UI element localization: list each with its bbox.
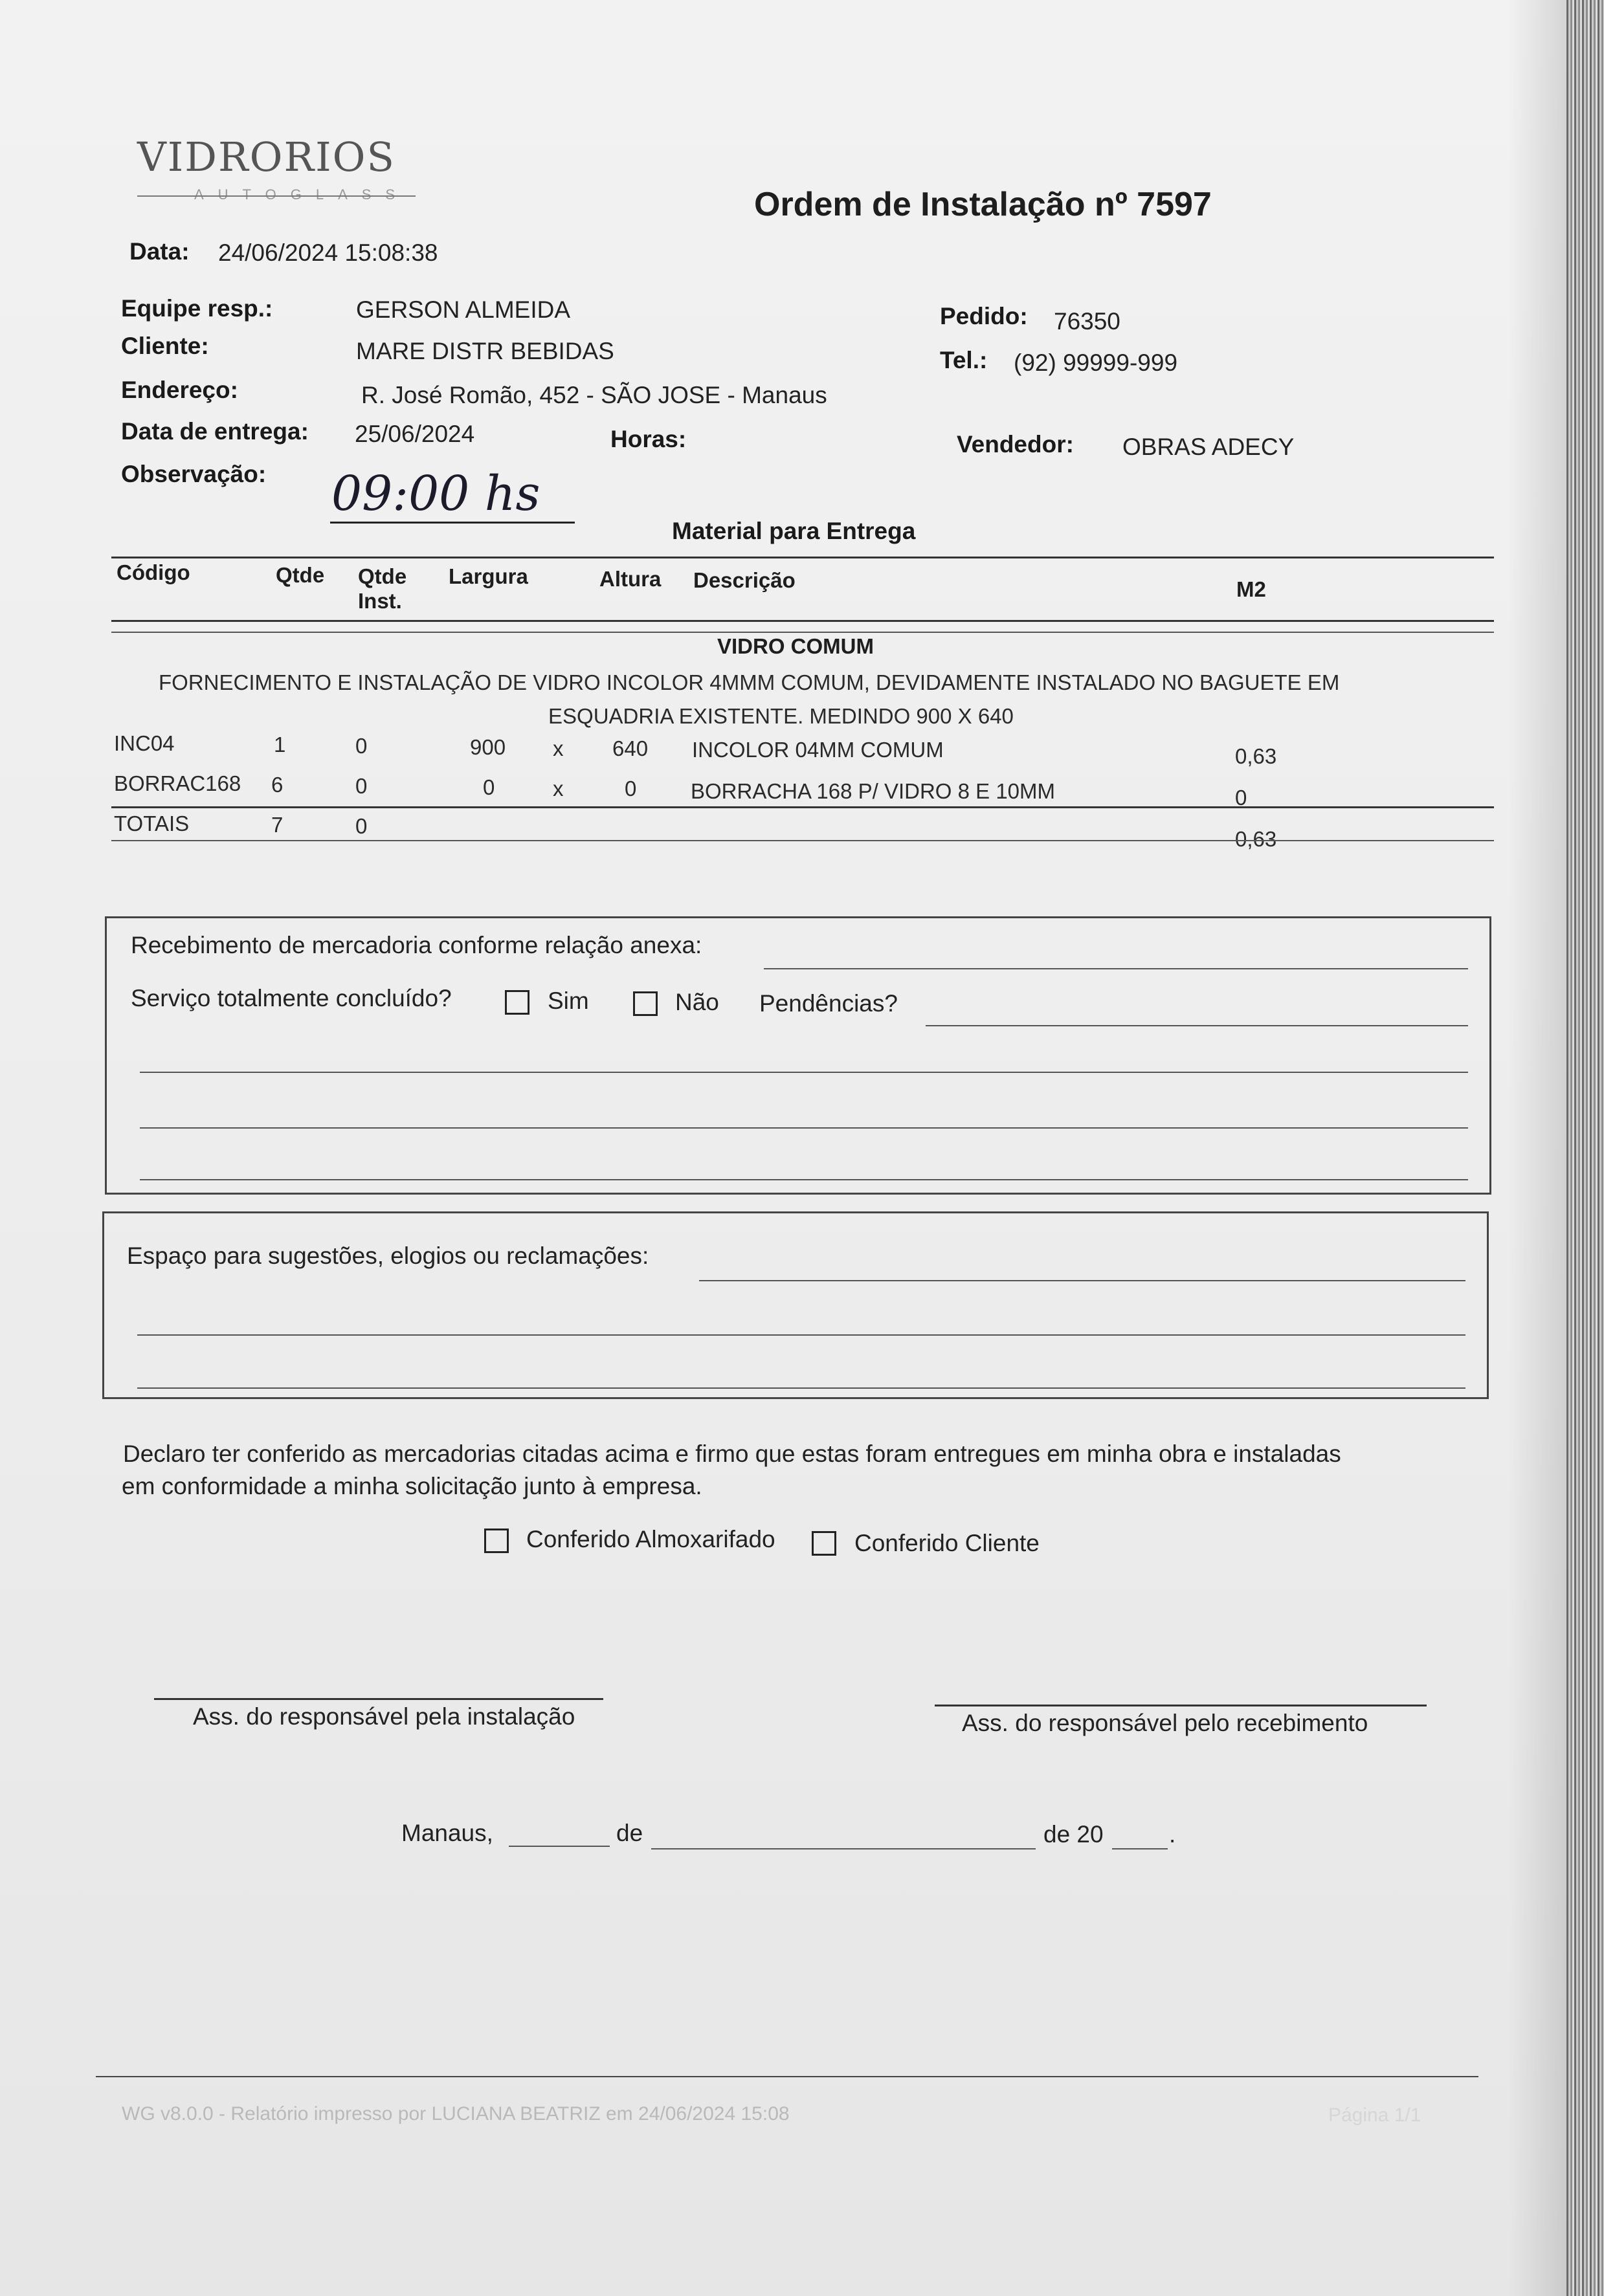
nao-checkbox[interactable] [633, 991, 658, 1016]
conferido-almoxarifado-checkbox[interactable] [484, 1529, 509, 1553]
signature-line-recebimento[interactable] [935, 1705, 1427, 1706]
handwritten-time: 09:00 hs [331, 466, 540, 522]
data-value: 24/06/2024 15:08:38 [218, 239, 438, 266]
col-largura: Largura [449, 564, 528, 588]
data-entrega-value: 25/06/2024 [355, 421, 475, 447]
col-altura: Altura [599, 567, 662, 591]
totals-qtde-inst: 0 [355, 814, 368, 838]
conferido-cliente-checkbox[interactable] [812, 1531, 836, 1556]
col-descricao: Descrição [693, 568, 796, 592]
row1-largura: 900 [470, 735, 506, 759]
footer-rule [96, 2076, 1478, 2077]
equipe-value: GERSON ALMEIDA [356, 296, 571, 323]
declaracao-line-2: em conformidade a minha solicitação junto à empresa. [122, 1473, 702, 1499]
vendedor-value: OBRAS ADECY [1122, 434, 1295, 460]
sugestoes-line-2[interactable] [137, 1334, 1465, 1336]
observacao-label: Observação: [121, 461, 267, 487]
recebimento-line[interactable] [764, 968, 1468, 969]
totals-m2: 0,63 [1235, 827, 1277, 851]
day-blank[interactable] [509, 1846, 610, 1847]
conferido-cliente-label: Conferido Cliente [854, 1530, 1040, 1556]
recebimento-writing-line-3[interactable] [140, 1179, 1468, 1180]
horas-label: Horas: [610, 426, 687, 452]
data-label: Data: [129, 238, 190, 265]
company-logo: VIDRORIOS [137, 133, 395, 181]
row1-altura: 640 [612, 736, 649, 760]
material-heading: Material para Entrega [672, 518, 916, 544]
row2-largura: 0 [483, 775, 495, 799]
vendedor-label: Vendedor: [957, 431, 1074, 458]
totals-bottom-rule [111, 840, 1494, 841]
row1-qtde: 1 [274, 733, 286, 756]
pedido-label: Pedido: [940, 303, 1028, 329]
group-description-1: FORNECIMENTO E INSTALAÇÃO DE VIDRO INCOLOR 4MMM COMUM, DEVIDAMENTE INSTALADO NO BAGUETE EM [159, 670, 1340, 694]
equipe-label: Equipe resp.: [121, 295, 273, 322]
totals-qtde: 7 [271, 813, 284, 837]
local-cidade: Manaus, [401, 1820, 493, 1846]
handwriting-underline [330, 522, 575, 524]
recebimento-writing-line-1[interactable] [140, 1072, 1468, 1073]
tel-value: (92) 99999-999 [1014, 349, 1178, 376]
row1-x: x [553, 736, 564, 760]
sugestoes-line-3[interactable] [137, 1387, 1465, 1389]
sugestoes-line-1[interactable] [699, 1280, 1465, 1281]
company-logo-subtitle: AUTOGLASS [194, 186, 410, 203]
row1-qtde-inst: 0 [355, 734, 368, 758]
declaracao-line-1: Declaro ter conferido as mercadorias citadas acima e firmo que estas foram entregues em minha obra e instaladas [123, 1441, 1341, 1467]
logo-underline [137, 195, 416, 197]
cliente-label: Cliente: [121, 333, 209, 359]
year-blank[interactable] [1112, 1848, 1168, 1849]
data-entrega-label: Data de entrega: [121, 418, 309, 445]
conferido-almoxarifado-label: Conferido Almoxarifado [526, 1526, 775, 1552]
tel-label: Tel.: [940, 347, 988, 373]
local-de-1: de [616, 1820, 643, 1846]
signature-line-instalacao[interactable] [154, 1698, 603, 1700]
signature-recebimento-label: Ass. do responsável pelo recebimento [962, 1710, 1368, 1736]
row2-codigo: BORRAC168 [114, 771, 241, 795]
signature-instalacao-label: Ass. do responsável pela instalação [193, 1703, 575, 1730]
local-de-2: de 20 [1043, 1821, 1104, 1848]
row1-descricao: INCOLOR 04MM COMUM [692, 738, 944, 762]
group-title: VIDRO COMUM [717, 634, 874, 658]
cliente-value: MARE DISTR BEBIDAS [356, 338, 614, 364]
sugestoes-box [102, 1211, 1489, 1399]
row2-descricao: BORRACHA 168 P/ VIDRO 8 E 10MM [691, 779, 1056, 803]
recebimento-label: Recebimento de mercadoria conforme relação anexa: [131, 932, 702, 958]
pendencias-line[interactable] [926, 1025, 1468, 1026]
nao-label: Não [675, 989, 719, 1015]
sim-checkbox[interactable] [505, 990, 529, 1015]
header-bottom-rule-2 [111, 632, 1494, 633]
sim-label: Sim [548, 988, 589, 1014]
row2-qtde: 6 [271, 773, 284, 797]
col-qtde: Qtde [276, 563, 325, 587]
local-ponto: . [1169, 1821, 1176, 1848]
row2-altura: 0 [625, 777, 637, 800]
footer-page-number: Página 1/1 [1328, 2104, 1421, 2126]
col-m2: M2 [1236, 577, 1266, 601]
row2-m2: 0 [1235, 786, 1247, 810]
recebimento-writing-line-2[interactable] [140, 1127, 1468, 1129]
pedido-value: 76350 [1054, 308, 1120, 335]
servico-label: Serviço totalmente concluído? [131, 985, 452, 1011]
row1-m2: 0,63 [1235, 744, 1277, 768]
header-bottom-rule [111, 620, 1494, 622]
sugestoes-label: Espaço para sugestões, elogios ou reclamações: [127, 1242, 649, 1269]
page-edge-shadow [1508, 0, 1566, 2296]
pendencias-label: Pendências? [759, 990, 898, 1017]
col-codigo: Código [117, 560, 190, 584]
footer-printed-by: WG v8.0.0 - Relatório impresso por LUCIANA BEATRIZ em 24/06/2024 15:08 [122, 2103, 790, 2125]
col-qtde-inst-2: Inst. [358, 589, 402, 613]
endereco-value: R. José Romão, 452 - SÃO JOSE - Manaus [361, 382, 827, 408]
stacked-pages-edge [1566, 0, 1604, 2296]
month-blank[interactable] [651, 1848, 1036, 1849]
row2-qtde-inst: 0 [355, 774, 368, 798]
totals-top-rule [111, 806, 1494, 808]
col-qtde-inst: Qtde [358, 564, 407, 588]
table-top-rule [111, 557, 1494, 558]
document-title: Ordem de Instalação nº 7597 [754, 186, 1212, 223]
group-description-2: ESQUADRIA EXISTENTE. MEDINDO 900 X 640 [548, 704, 1014, 728]
row1-codigo: INC04 [114, 731, 175, 755]
row2-x: x [553, 777, 564, 800]
endereco-label: Endereço: [121, 377, 238, 403]
totals-label: TOTAIS [114, 811, 190, 835]
